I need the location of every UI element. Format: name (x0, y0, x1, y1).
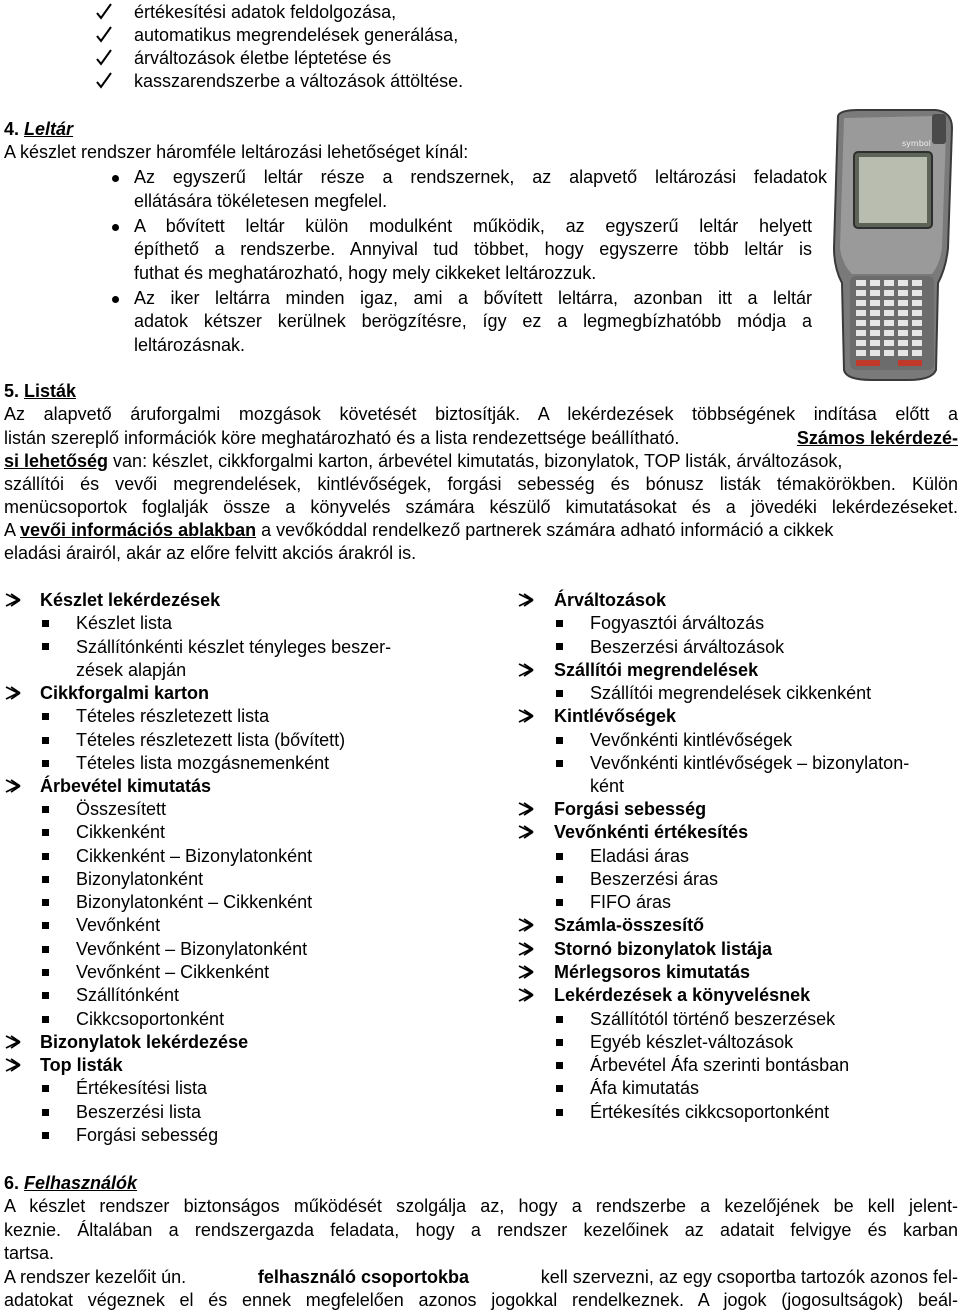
square-bullet-icon (42, 1109, 49, 1116)
square-bullet-icon (42, 922, 49, 929)
arrow-bullet-icon (517, 987, 535, 1003)
square-bullet-icon (42, 620, 49, 627)
report-item: zések alapján (76, 660, 187, 680)
text-span: A (4, 520, 21, 540)
inventory-bullet-line: leltározásnak. (134, 335, 246, 355)
inventory-bullet-line: Az iker leltárra minden igaz, ami a bővített leltárra, azonban itt a leltár (134, 288, 812, 308)
arrow-bullet-icon (517, 662, 535, 678)
check-icon (96, 26, 112, 44)
arrow-bullet-icon (4, 1057, 22, 1073)
square-bullet-icon (556, 853, 563, 860)
section-number: 4. (4, 119, 20, 139)
section-number: 5. (4, 381, 20, 401)
report-item: Bizonylatonként – Cikkenként (76, 892, 313, 912)
bullet-icon (112, 175, 119, 182)
square-bullet-icon (556, 876, 563, 883)
arrow-bullet-icon (4, 592, 22, 608)
report-item: Értékesítés cikkcsoportonként (590, 1102, 830, 1122)
report-group: Készlet lekérdezések (40, 590, 221, 610)
section-6-text-line: keznie. Általában a rendszergazda feladata, hogy a rendszer kezelőinek az adatait felvigye és karban (4, 1220, 958, 1240)
inventory-bullet-line: futhat és meghatározható, hogy mely cikkeket leltározzuk. (134, 263, 597, 283)
check-item: kasszarendszerbe a változások áttöltése. (134, 71, 464, 91)
inventory-bullet-line: építhető a rendszerbe. Annyival tud többet, hogy egyszerre több leltár is (134, 239, 812, 259)
report-item: Eladási áras (590, 846, 690, 866)
inventory-bullet-line: adatok kétszer kerülnek berögzítésre, így ez a legmegbízhatóbb módja a (134, 311, 812, 331)
inventory-bullet-line: Az egyszerű leltár része a rendszernek, az alapvető leltározási feladatok (134, 167, 827, 187)
arrow-bullet-icon (517, 708, 535, 724)
square-bullet-icon (556, 899, 563, 906)
section-4-intro: A készlet rendszer háromféle leltározási lehetőséget kínál: (4, 142, 469, 162)
report-item: Beszerzési lista (76, 1102, 202, 1122)
check-item: automatikus megrendelések generálása, (134, 25, 459, 45)
inventory-bullet-line: A bővített leltár külön modulként működik, az egyszerű leltár helyett (134, 216, 812, 236)
section-title: Leltár (24, 119, 74, 139)
report-item: Tételes részletezett lista (76, 706, 270, 726)
section-6-text-line: A készlet rendszer biztonságos működését szolgálja az, hogy a rendszerbe a kezelőjének be kell jelent- (4, 1196, 958, 1216)
handheld-terminal-image (828, 108, 954, 382)
section-5-text-line (4, 519, 833, 542)
report-item: Összesített (76, 799, 167, 819)
report-group: Szállítói megrendelések (554, 660, 759, 680)
report-item: Forgási sebesség (76, 1125, 219, 1145)
section-6-text-line: adatokat végeznek el és ennek megfelelően azonos jogokkal rendelkeznek. A jogok (jogosultságok) beál- (4, 1290, 958, 1310)
square-bullet-icon (556, 1039, 563, 1046)
emphasis-span: vevői információs ablakban (20, 520, 257, 540)
report-item: Tételes lista mozgásnemenként (76, 753, 330, 773)
report-group: Számla-összesítő (554, 915, 705, 935)
section-title: Felhasználók (24, 1173, 138, 1193)
section-5-heading (4, 380, 76, 403)
report-item: Cikkenként (76, 822, 166, 842)
square-bullet-icon (42, 829, 49, 836)
square-bullet-icon (556, 1016, 563, 1023)
report-item: Készlet lista (76, 613, 173, 633)
report-item: Szállítótól történő beszerzések (590, 1009, 836, 1029)
text-span: van: készlet, cikkforgalmi karton, árbevétel kimutatás, bizonylatok, TOP listák, árváltozások, (108, 451, 843, 471)
report-item: Cikkcsoportonként (76, 1009, 225, 1029)
text-span: listán szereplő információk köre meghatározható és a lista rendezettsége beállítható. (4, 428, 680, 448)
check-item: árváltozások életbe léptetése és (134, 48, 392, 68)
arrow-bullet-icon (517, 592, 535, 608)
report-item: Egyéb készlet-változások (590, 1032, 794, 1052)
bullet-icon (112, 296, 119, 303)
report-group: Top listák (40, 1055, 123, 1075)
section-6-text-line (4, 1266, 958, 1289)
square-bullet-icon (42, 992, 49, 999)
report-item: Bizonylatonként (76, 869, 204, 889)
square-bullet-icon (556, 1109, 563, 1116)
report-item: Szállítói megrendelések cikkenként (590, 683, 872, 703)
section-5-text-line (4, 450, 842, 473)
report-item: Vevőnként – Cikkenként (76, 962, 270, 982)
arrow-bullet-icon (517, 824, 535, 840)
section-title: Listák (24, 381, 77, 401)
arrow-bullet-icon (4, 685, 22, 701)
square-bullet-icon (556, 737, 563, 744)
emphasis-span: si lehetőség (4, 451, 109, 471)
report-group: Cikkforgalmi karton (40, 683, 210, 703)
square-bullet-icon (42, 1085, 49, 1092)
report-group: Árbevétel kimutatás (40, 776, 212, 796)
report-item: FIFO áras (590, 892, 672, 912)
square-bullet-icon (556, 690, 563, 697)
device-brand: symbol (902, 139, 931, 148)
square-bullet-icon (42, 737, 49, 744)
report-group: Árváltozások (554, 590, 667, 610)
section-5-text-line: szállítói és vevői megrendelések, kintlévőségek, forgási sebesség és bónusz listák témakörökben. Külön (4, 474, 958, 494)
square-bullet-icon (42, 969, 49, 976)
section-5-text-line: Az alapvető áruforgalmi mozgások követését biztosítják. A lekérdezések többségének indítása előtt a (4, 404, 958, 424)
report-group: Forgási sebesség (554, 799, 707, 819)
report-item: Árbevétel Áfa szerinti bontásban (590, 1055, 850, 1075)
check-item: értékesítési adatok feldolgozása, (134, 2, 397, 22)
inventory-bullet-line: ellátására tökéletesen megfelel. (134, 191, 388, 211)
report-item: Beszerzési árváltozások (590, 637, 785, 657)
arrow-bullet-icon (517, 964, 535, 980)
square-bullet-icon (556, 1062, 563, 1069)
square-bullet-icon (42, 946, 49, 953)
square-bullet-icon (42, 643, 49, 650)
section-6-text-line: tartsa. (4, 1243, 55, 1263)
report-item: ként (590, 776, 625, 796)
square-bullet-icon (42, 853, 49, 860)
report-item: Szállítónkénti készlet tényleges beszer- (76, 637, 392, 657)
report-item: Tételes részletezett lista (bővített) (76, 730, 346, 750)
report-item: Beszerzési áras (590, 869, 719, 889)
emphasis-span: felhasználó csoportokba (257, 1267, 469, 1287)
text-span: kell szervezni, az egy csoportba tartozók azonos fel- (540, 1267, 958, 1287)
arrow-bullet-icon (517, 941, 535, 957)
report-item: Áfa kimutatás (590, 1078, 700, 1098)
section-5-text-line (4, 427, 958, 450)
section-5-text-line: eladási árairól, akár az előre felvitt akciós árakról is. (4, 543, 417, 563)
arrow-bullet-icon (4, 778, 22, 794)
report-item: Vevőnkénti kintlévőségek (590, 730, 793, 750)
arrow-bullet-icon (517, 801, 535, 817)
section-4-heading (4, 118, 73, 141)
report-item: Szállítónként (76, 985, 180, 1005)
check-icon (96, 3, 112, 21)
report-item: Értékesítési lista (76, 1078, 208, 1098)
report-item: Vevőnként (76, 915, 161, 935)
square-bullet-icon (556, 760, 563, 767)
report-item: Cikkenként – Bizonylatonként (76, 846, 313, 866)
square-bullet-icon (556, 1085, 563, 1092)
arrow-bullet-icon (4, 1034, 22, 1050)
text-span: A rendszer kezelőit ún. (4, 1267, 187, 1287)
section-5-text-line: menücsoportok foglalják össze a könyvelés számára készülő kimutatásokat és a jövedéki lekérdezéseket. (4, 497, 958, 517)
square-bullet-icon (42, 806, 49, 813)
square-bullet-icon (42, 876, 49, 883)
square-bullet-icon (42, 1132, 49, 1139)
check-icon (96, 72, 112, 90)
square-bullet-icon (556, 620, 563, 627)
report-item: Vevőnkénti kintlévőségek – bizonylaton- (590, 753, 910, 773)
report-item: Fogyasztói árváltozás (590, 613, 765, 633)
report-group: Vevőnkénti értékesítés (554, 822, 749, 842)
square-bullet-icon (556, 643, 563, 650)
square-bullet-icon (42, 713, 49, 720)
square-bullet-icon (42, 899, 49, 906)
section-6-heading (4, 1172, 137, 1195)
arrow-bullet-icon (517, 917, 535, 933)
report-group: Mérlegsoros kimutatás (554, 962, 751, 982)
report-group: Bizonylatok lekérdezése (40, 1032, 249, 1052)
report-item: Vevőnként – Bizonylatonként (76, 939, 308, 959)
report-group: Stornó bizonylatok listája (554, 939, 773, 959)
check-icon (96, 49, 112, 67)
square-bullet-icon (42, 760, 49, 767)
report-group: Kintlévőségek (554, 706, 677, 726)
text-span: a vevőkóddal rendelkező partnerek számára adható információ a cikkek (256, 520, 834, 540)
report-group: Lekérdezések a könyvelésnek (554, 985, 811, 1005)
emphasis-span: Számos lekérdezé- (796, 428, 958, 448)
section-number: 6. (4, 1173, 20, 1193)
square-bullet-icon (42, 1016, 49, 1023)
bullet-icon (112, 224, 119, 231)
